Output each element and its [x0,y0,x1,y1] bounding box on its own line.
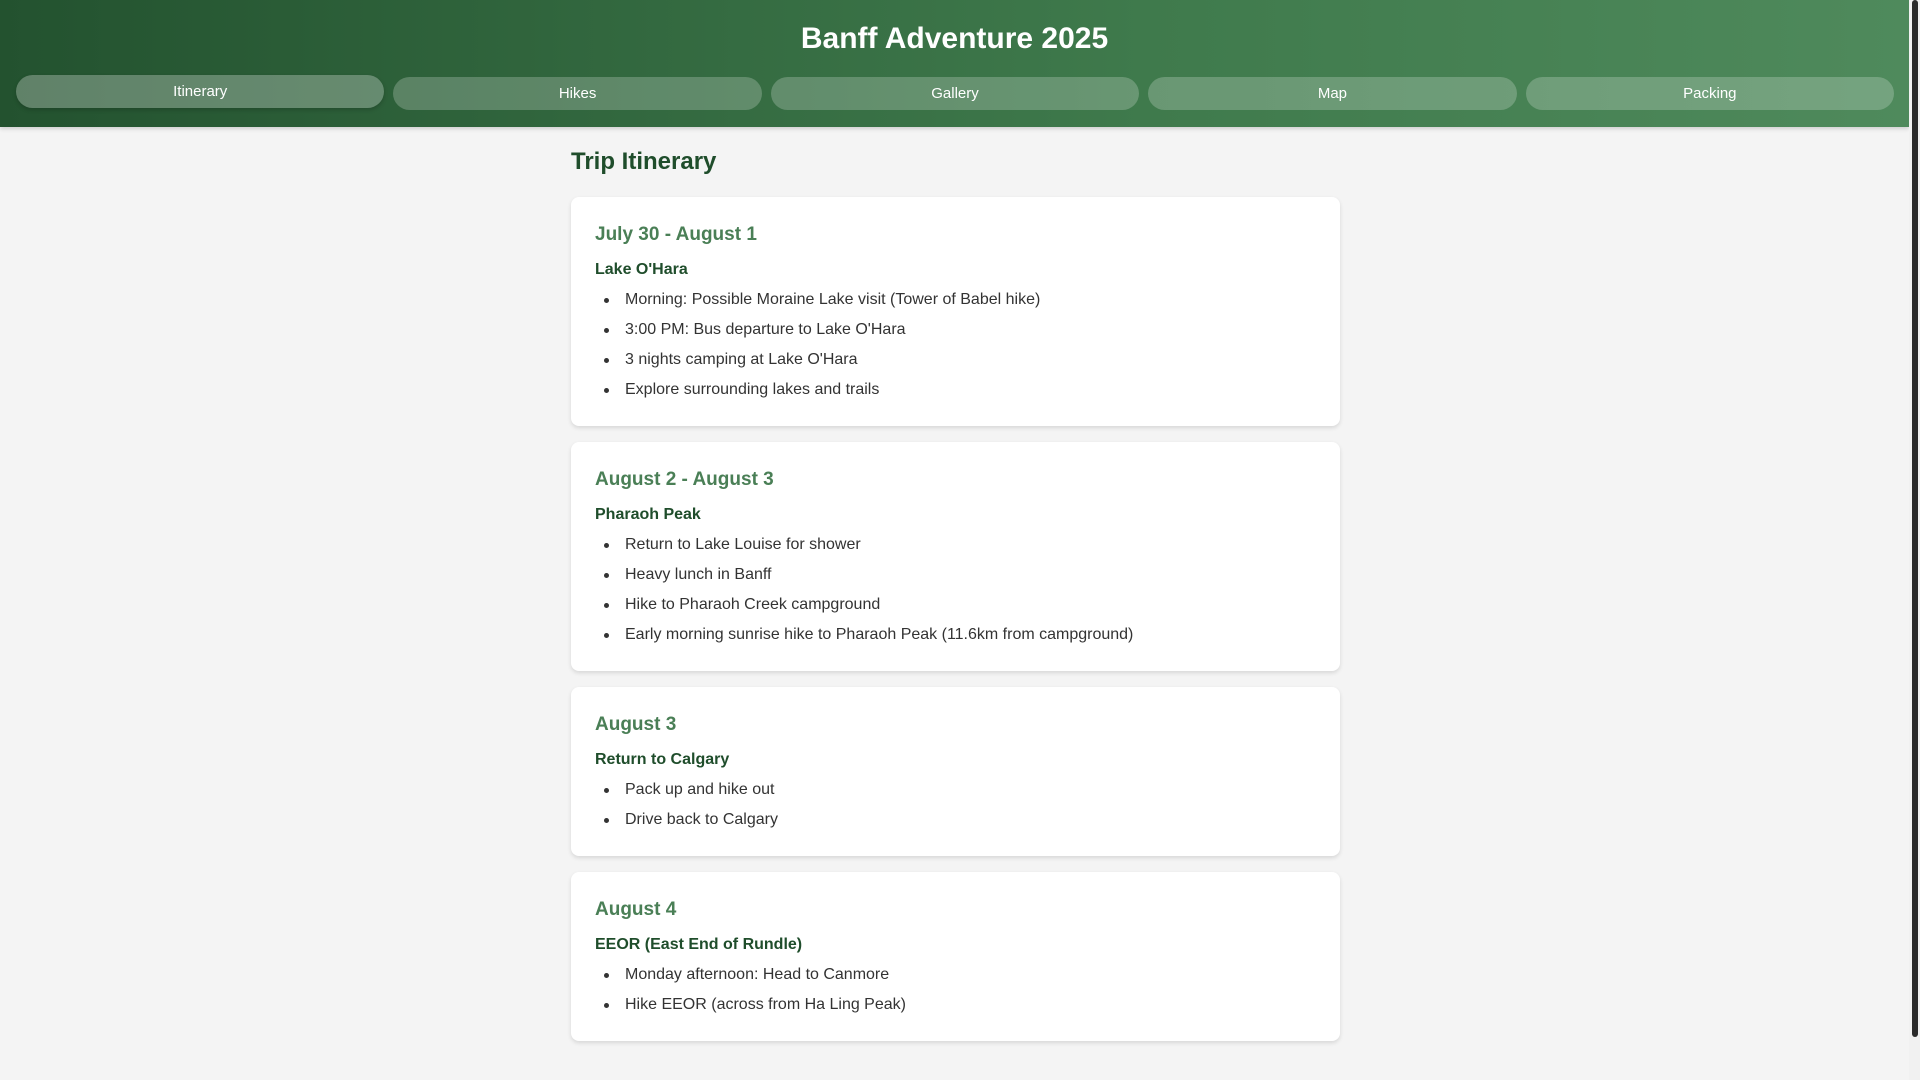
tab-map[interactable]: Map [1148,77,1516,110]
card-activity-list [595,965,1316,1015]
card-date: August 2 - August 3 [595,469,774,490]
tab-packing[interactable]: Packing [1526,77,1894,110]
list-item: 3:00 PM: Bus departure to Lake O'Hara [595,320,1316,340]
card-activity-list [595,535,1316,645]
list-item: Hike to Pharaoh Creek campground [595,595,1316,615]
main-nav [16,77,1894,110]
card-place: Return to Calgary [595,751,730,768]
main-content [571,127,1340,1057]
scrollbar-thumb[interactable] [1912,0,1918,1037]
list-item: Return to Lake Louise for shower [595,535,1316,555]
itinerary-card [571,442,1340,671]
itinerary-card [571,687,1340,856]
site-title: Banff Adventure 2025 [800,22,1109,55]
card-activity-list [595,290,1316,400]
card-place: Lake O'Hara [595,261,688,278]
tab-itinerary[interactable]: Itinerary [16,75,384,108]
site-header [0,0,1909,127]
itinerary-list [571,197,1340,1041]
tab-hikes[interactable]: Hikes [393,77,761,110]
itinerary-card [571,197,1340,426]
card-place: EEOR (East End of Rundle) [595,936,803,953]
list-item: Pack up and hike out [595,780,1316,800]
list-item: Heavy lunch in Banff [595,565,1316,585]
list-item: Monday afternoon: Head to Canmore [595,965,1316,985]
tab-gallery[interactable]: Gallery [771,77,1139,110]
itinerary-card [571,872,1340,1041]
card-activity-list [595,780,1316,830]
card-place: Pharaoh Peak [595,506,701,523]
list-item: Explore surrounding lakes and trails [595,380,1316,400]
page-title: Trip Itinerary [571,148,717,175]
card-date: August 3 [595,714,677,735]
card-date: August 4 [595,899,677,920]
list-item: Morning: Possible Moraine Lake visit (Tower of Babel hike) [595,290,1316,310]
page-scrollbar[interactable] [1909,0,1920,1080]
list-item: Drive back to Calgary [595,810,1316,830]
list-item: 3 nights camping at Lake O'Hara [595,350,1316,370]
list-item: Early morning sunrise hike to Pharaoh Peak (11.6km from campground) [595,625,1316,645]
card-date: July 30 - August 1 [595,224,757,245]
list-item: Hike EEOR (across from Ha Ling Peak) [595,995,1316,1015]
